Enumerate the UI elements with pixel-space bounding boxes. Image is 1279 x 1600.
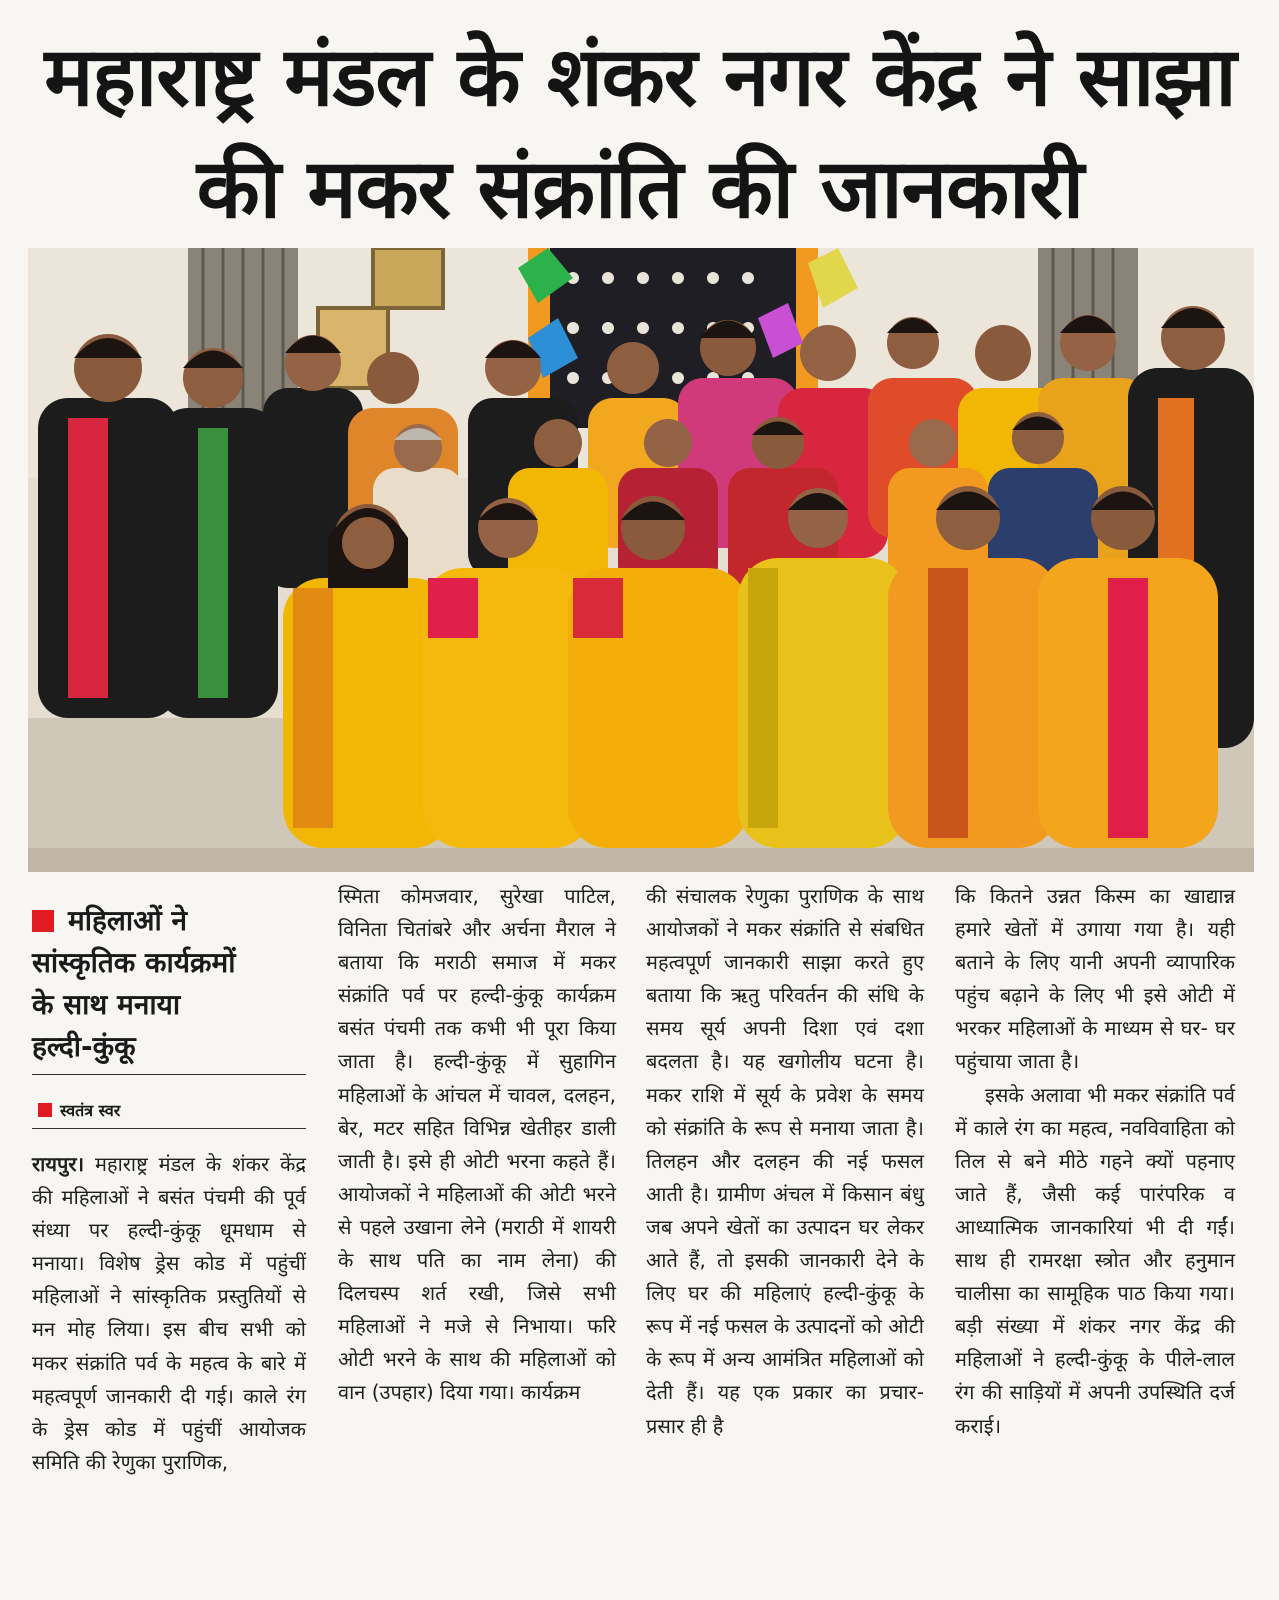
red-square-bullet-icon [38,1103,52,1117]
headline [20,22,1260,246]
column-3-text: की संचालक रेणुका पुराणिक के साथ आयोजकों ने मकर संक्रांति से संबधित महत्वपूर्ण जानकारी साझा करते हुए बताया कि ऋतु परिवर्तन की संधि के समय सूर्य अपनी दिशा एवं दशा बदलता है। यह खगोलीय घटना है। मकर राशि में सूर्य के प्रवेश के समय को संक्रांति के रूप से मनाया जाता है। तिलहन और दलहन की नई फसल आती है। ग्रामीण अंचल में किसान बंधु जब अपने खेतों का उत्पादन घर लेकर आते हैं, तो इसकी जानकारी देने के लिए घर की महिलाएं हल्दी-कुंकू के रूप में नई फसल के उत्पादनों को ओटी के रूप में अन्य आमंत्रित महिलाओं को देती हैं। यह एक प्रकार का प्रचार- प्रसार ही है [646,884,924,1438]
subheadline-line-3: के साथ मनाया [32,988,181,1021]
byline-divider [32,1128,306,1129]
headline-line-2: की मकर संक्रांति की जानकारी [196,142,1084,237]
byline-text: स्वतंत्र स्वर [60,1101,121,1120]
column-2-text: स्मिता कोमजवार, सुरेखा पाटिल, विनिता चितांबरे और अर्चना मैराल ने बताया कि मराठी समाज में मकर संक्रांति पर्व पर हल्दी-कुंकू कार्यक्रम बसंत पंचमी तक कभी भी पूरा किया जाता है। हल्दी-कुंकू में सुहागिन महिलाओं के आंचल में चावल, दलहन, बेर, मटर सहित विभिन्न खेतीहर डाली जाती है। इसे ही ओटी भरना कहते हैं। आयोजकों ने महिलाओं की ओटी भरने से पहले उखाना लेने (मराठी में शायरी के साथ पति का नाम लेना) की दिलचस्प शर्त रखी, जिसे सभी महिलाओं ने मजे से निभाया। फरि ओटी भरने के साथ की महिलाओं को वान (उपहार) दिया गया। कार्यक्रम [338,884,616,1405]
column-4-paragraph-1: कि कितने उन्नत किस्म का खाद्यान्न हमारे खेतों में उगाया गया है। यही बताने के लिए यानी अपनी व्यापारिक पहुंच बढ़ाने के लिए भी इसे ओटी में भरकर महिलाओं के माध्यम से घर- घर पहुंचाया जाता है। [955,884,1235,1074]
article-column-4 [955,880,1235,1443]
byline [38,1099,120,1121]
article-column-1 [32,1148,306,1479]
subheadline-line-1: महिलाओं ने [68,904,188,937]
headline-line-1: महाराष्ट्र मंडल के शंकर नगर केंद्र ने साझा [44,30,1236,125]
article-column-3 [646,880,924,1443]
column-4-paragraph-2: इसके अलावा भी मकर संक्रांति पर्व में काले रंग का महत्व, नवविवाहिता को तिल से बने मीठे गहने क्यों पहनाए जाते हैं, जैसी कई पारंपरिक व आध्यात्मिक जानकारियां भी दी गईं।साथ ही रामरक्षा स्त्रोत और हनुमान चालीसा का सामूहिक पाठ किया गया। बड़ी संख्या में शंकर नगर केंद्र की महिलाओं ने हल्दी-कुंकू के पीले-लाल रंग की साड़ियों में अपनी उपस्थिति दर्ज कराई। [955,1082,1235,1438]
article-column-2 [338,880,616,1410]
group-photo [28,248,1254,872]
dateline: रायपुर। [32,1152,85,1176]
subheadline-divider [32,1074,306,1075]
subheadline-line-4: हल्दी-कुंकू [32,1030,136,1063]
subheadline [32,900,312,1068]
group-photo-illustration [28,248,1254,872]
subheadline-line-2: सांस्कृतिक कार्यक्रमों [32,946,236,979]
column-1-text: महाराष्ट्र मंडल के शंकर केंद्र की महिलाओं ने बसंत पंचमी की पूर्व संध्या पर हल्दी-कुंकू धूमधाम से मनाया। विशेष ड्रेस कोड में पहुंचीं महिलाओं ने सांस्कृतिक प्रस्तुतियों से मन मोह लिया। इस बीच सभी को मकर संक्रांति पर्व के महत्व के बारे में महत्वपूर्ण जानकारी दी गई। काले रंग के ड्रेस कोड में पहुंचीं आयोजक समिति की रेणुका पुराणिक, [32,1152,307,1474]
red-square-bullet-icon [32,910,54,932]
